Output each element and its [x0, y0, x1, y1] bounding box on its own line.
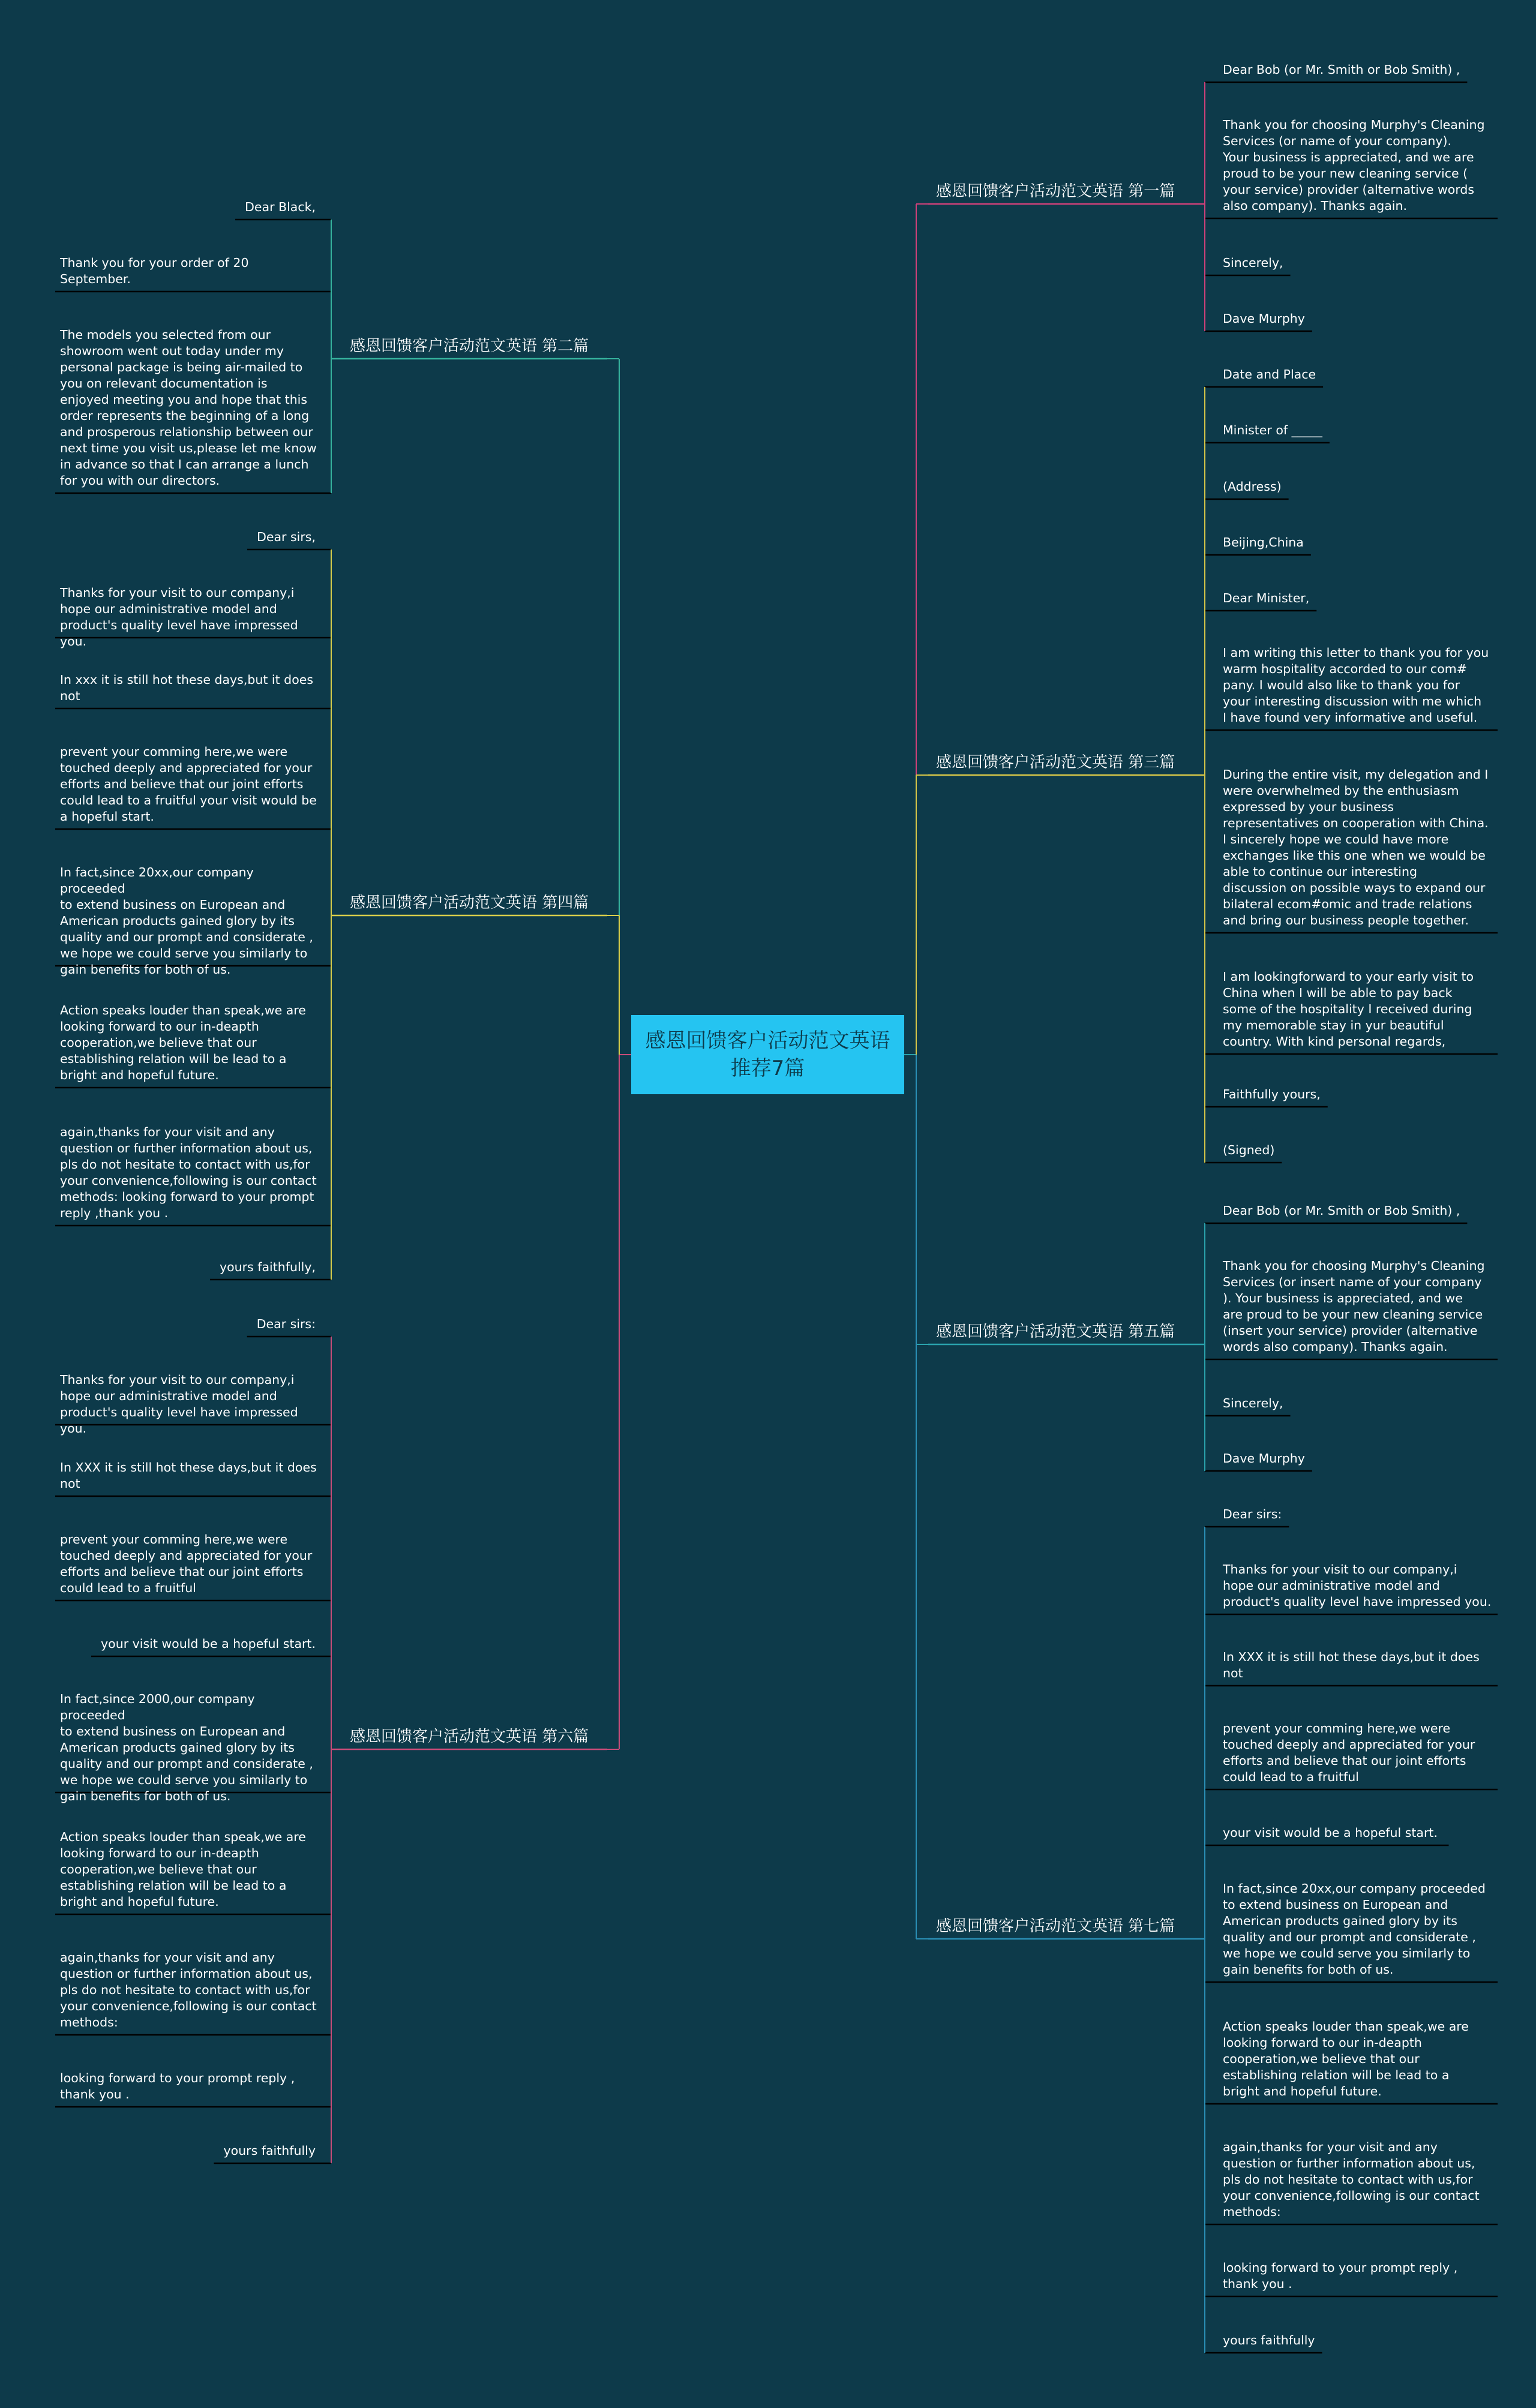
- branch-7-leaf[interactable]: Thanks for your visit to our company,i hope our administrative model and product's quality level have impressed you.: [1223, 1562, 1492, 1609]
- root-topic[interactable]: 感恩回馈客户活动范文英语推荐7篇: [631, 1015, 904, 1094]
- branch-1-leaf[interactable]: Dear Bob (or Mr. Smith or Bob Smith) ,: [1223, 62, 1460, 77]
- branch-4-leaf[interactable]: Dear sirs,: [257, 530, 316, 544]
- branch-4-leaf[interactable]: again,thanks for your visit and any question or further information about us, pls do not hesitate to contact with us,for your convenience,following is our contact methods: looking forward to your prompt reply ,thank you .: [60, 1125, 317, 1220]
- branch-6-leaf[interactable]: prevent your comming here,we were touched deeply and appreciated for your efforts and believe that our joint efforts could lead to a fruitful: [60, 1532, 313, 1595]
- branch-2-leaf[interactable]: The models you selected from our showroom went out today under my personal package is being air-mailed to you on relevant documentation is enjoyed meeting you and hope that this order represents the beginning of a long and prosperous relationship between our next time you visit us,please let me know in advance so that I can arrange a lunch for you with our directors.: [60, 328, 317, 488]
- branch-1-leaf[interactable]: Dave Murphy: [1223, 311, 1305, 326]
- branch-topic-2[interactable]: 感恩回馈客户活动范文英语 第二篇: [350, 337, 589, 355]
- branch-3-leaf[interactable]: Date and Place: [1223, 367, 1316, 382]
- branch-6-leaf[interactable]: looking forward to your prompt reply , thank you .: [60, 2071, 295, 2101]
- branch-7-leaf[interactable]: In XXX it is still hot these days,but it does not: [1223, 1650, 1480, 1680]
- branch-3-leaf[interactable]: Faithfully yours,: [1223, 1087, 1321, 1101]
- branch-topic-7[interactable]: 感恩回馈客户活动范文英语 第七篇: [936, 1917, 1175, 1935]
- branch-2-leaf[interactable]: Thank you for your order of 20 September.: [60, 256, 249, 286]
- branch-topic-3[interactable]: 感恩回馈客户活动范文英语 第三篇: [936, 753, 1175, 771]
- branch-6-leaf[interactable]: Dear sirs:: [256, 1317, 316, 1331]
- branch-4-leaf[interactable]: yours faithfully,: [219, 1260, 316, 1274]
- branch-3-leaf[interactable]: During the entire visit, my delegation and I were overwhelmed by the enthusiasm expressed by your business representatives on cooperation with China. I sincerely hope we could have more exchanges like this one when we would be able to continue our interesting discussion on possible ways to expand our bilateral ecom#omic and trade relations and bring our business people together.: [1223, 767, 1489, 927]
- branch-3-leaf[interactable]: (Signed): [1223, 1143, 1275, 1157]
- branch-4-leaf[interactable]: Thanks for your visit to our company,i hope our administrative model and product's quality level have impressed you.: [60, 586, 298, 648]
- branch-6-leaf[interactable]: In XXX it is still hot these days,but it does not: [60, 1460, 317, 1491]
- branch-7-leaf[interactable]: Dear sirs:: [1223, 1507, 1282, 1521]
- branch-topic-4[interactable]: 感恩回馈客户活动范文英语 第四篇: [350, 894, 589, 912]
- branch-3-leaf[interactable]: Minister of _____: [1223, 423, 1322, 437]
- branch-6-leaf[interactable]: In fact,since 2000,our company proceeded to extend business on European and American products gained glory by its quality and our prompt and considerate , we hope we could serve you similarly to gain benefits for both of us.: [60, 1692, 313, 1803]
- branch-3-leaf[interactable]: Dear Minister,: [1223, 591, 1310, 605]
- branch-5-leaf[interactable]: Dave Murphy: [1223, 1451, 1305, 1466]
- branch-topic-1[interactable]: 感恩回馈客户活动范文英语 第一篇: [936, 182, 1175, 200]
- branch-3-leaf[interactable]: I am writing this letter to thank you for you warm hospitality accorded to our com# pany. I would also like to thank you for your interesting discussion with me which I have found very informative and useful.: [1223, 645, 1489, 725]
- branch-6-leaf[interactable]: yours faithfully: [223, 2143, 316, 2158]
- branch-7-leaf[interactable]: Action speaks louder than speak,we are looking forward to our in-deapth cooperation,we believe that our establishing relation will be lead to a bright and hopeful future.: [1223, 2019, 1469, 2098]
- branch-4-leaf[interactable]: prevent your comming here,we were touched deeply and appreciated for your efforts and believe that our joint efforts could lead to a fruitful your visit would be a hopeful start.: [60, 744, 317, 824]
- branch-7-leaf[interactable]: your visit would be a hopeful start.: [1223, 1825, 1438, 1840]
- branch-3-leaf[interactable]: I am lookingforward to your early visit to China when I will be able to pay back some of the hospitality I received during my memorable stay in yur beautiful country. With kind personal regards,: [1223, 969, 1474, 1049]
- branch-6-leaf[interactable]: your visit would be a hopeful start.: [101, 1637, 316, 1651]
- branch-1-leaf[interactable]: Sincerely,: [1223, 256, 1283, 270]
- branch-topic-6[interactable]: 感恩回馈客户活动范文英语 第六篇: [350, 1728, 589, 1746]
- branch-7-leaf[interactable]: looking forward to your prompt reply , thank you .: [1223, 2260, 1458, 2291]
- branch-topic-5[interactable]: 感恩回馈客户活动范文英语 第五篇: [936, 1323, 1175, 1341]
- branch-6-leaf[interactable]: Action speaks louder than speak,we are looking forward to our in-deapth cooperation,we believe that our establishing relation will be lead to a bright and hopeful future.: [60, 1830, 306, 1909]
- branch-5-leaf[interactable]: Thank you for choosing Murphy's Cleaning Services (or insert name of your company ). Your business is appreciated, and we are proud to be your new cleaning service (insert your service) provider (alternative words also company). Thanks again.: [1223, 1259, 1485, 1354]
- branch-7-leaf[interactable]: In fact,since 20xx,our company proceeded to extend business on European and American products gained glory by its quality and our prompt and considerate , we hope we could serve you similarly to gain benefits for both of us.: [1223, 1881, 1486, 1977]
- branch-4-leaf[interactable]: In xxx it is still hot these days,but it does not: [60, 672, 314, 703]
- branch-4-leaf[interactable]: Action speaks louder than speak,we are looking forward to our in-deapth cooperation,we believe that our establishing relation will be lead to a bright and hopeful future.: [60, 1003, 306, 1082]
- branch-7-leaf[interactable]: yours faithfully: [1223, 2333, 1315, 2347]
- branch-7-leaf[interactable]: again,thanks for your visit and any question or further information about us, pls do not hesitate to contact with us,for your convenience,following is our contact methods:: [1223, 2140, 1480, 2219]
- branch-3-leaf[interactable]: Beijing,China: [1223, 535, 1304, 550]
- branch-5-leaf[interactable]: Sincerely,: [1223, 1396, 1283, 1410]
- branch-5-leaf[interactable]: Dear Bob (or Mr. Smith or Bob Smith) ,: [1223, 1203, 1460, 1218]
- branch-3-leaf[interactable]: (Address): [1223, 479, 1282, 494]
- branch-6-leaf[interactable]: again,thanks for your visit and any question or further information about us, pls do not hesitate to contact with us,for your convenience,following is our contact methods:: [60, 1950, 317, 2029]
- branch-2-leaf[interactable]: Dear Black,: [245, 200, 316, 214]
- branch-7-leaf[interactable]: prevent your comming here,we were touched deeply and appreciated for your efforts and believe that our joint efforts could lead to a fruitful: [1223, 1721, 1475, 1784]
- branch-4-leaf[interactable]: In fact,since 20xx,our company proceeded to extend business on European and American products gained glory by its quality and our prompt and considerate , we hope we could serve you similarly to gain benefits for both of us.: [60, 865, 313, 977]
- branch-6-leaf[interactable]: Thanks for your visit to our company,i hope our administrative model and product's quality level have impressed you.: [60, 1373, 298, 1436]
- branch-1-leaf[interactable]: Thank you for choosing Murphy's Cleaning Services (or name of your company). Your business is appreciated, and we are proud to be your new cleaning service ( your service) provider (alternative words also company). Thanks again.: [1223, 118, 1485, 213]
